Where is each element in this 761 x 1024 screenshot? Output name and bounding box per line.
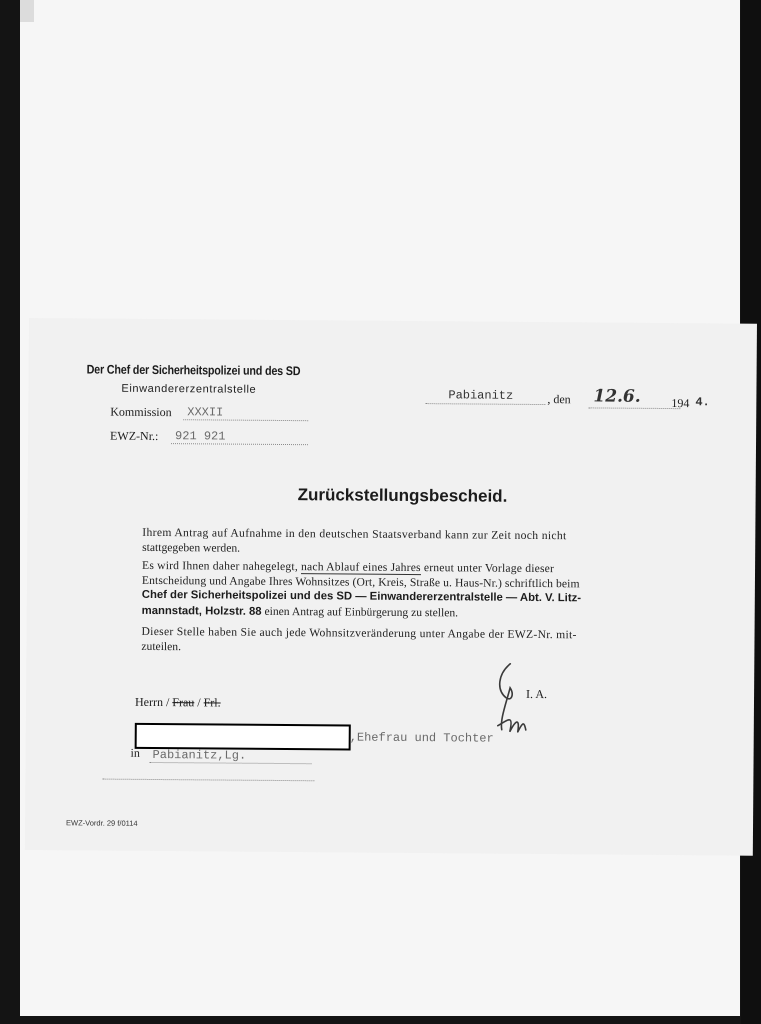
body-p2-line3: Chef der Sicherheitspolizei und des SD — Einwandererzentralstelle — Abt. V. Litz-	[141, 588, 582, 605]
scan-edge-mark	[20, 0, 34, 22]
underlined-deadline: nach Ablauf eines Jahres	[301, 560, 421, 575]
salutation-frau: Frau	[172, 695, 195, 710]
ewz-label: EWZ-Nr.:	[110, 428, 159, 444]
form-document	[25, 318, 757, 856]
body-p2-line1-end: erneut unter Vorlage dieser	[423, 561, 555, 576]
ia-label: I. A.	[526, 686, 548, 702]
body-p2-line4-rest: einen Antrag auf Einbürgerung zu stellen.	[264, 604, 459, 620]
town-line	[150, 762, 312, 764]
salutation: Herrn / Frau / Frl.	[134, 694, 221, 710]
issuing-office: Einwandererzentralstelle	[121, 382, 257, 396]
year-suffix: 4.	[695, 395, 710, 410]
kommission-line	[183, 419, 308, 421]
body-p3-line1: Dieser Stelle haben Sie auch jede Wohnsitzveränderung unter Angabe der EWZ-Nr. mit-	[141, 624, 577, 642]
ewz-line	[171, 443, 308, 445]
body-p2-line4	[142, 604, 459, 619]
kommission-label: Kommission	[110, 404, 172, 420]
body-p2-line1	[142, 559, 554, 575]
body-p1-line1: Ihrem Antrag auf Aufnahme in den deutschen Staatsverband kann zur Zeit noch nicht	[142, 525, 567, 543]
body-p3-line2: zuteilen.	[141, 639, 182, 654]
ewz-value: 921 921	[175, 429, 226, 444]
handwritten-date: 12.6.	[593, 386, 641, 407]
form-code: EWZ-Vordr. 29 f/0114	[66, 818, 138, 828]
kommission-value: XXXII	[187, 405, 224, 420]
redacted-name-box	[135, 723, 351, 751]
family-note: ,Ehefrau und Tochter	[349, 730, 494, 746]
document-title: Zurückstellungsbescheid.	[297, 485, 508, 506]
body-p1-line2: stattgegeben werden.	[142, 540, 241, 555]
body-p2-line2: Entscheidung und Angabe Ihres Wohnsitzes (Ort, Kreis, Straße u. Haus-Nr.) schriftlich beim	[141, 573, 580, 591]
place-line	[425, 403, 545, 405]
blank-address-line	[102, 779, 314, 782]
in-label: in	[130, 745, 140, 760]
salutation-herrn: Herrn	[134, 694, 164, 710]
address-bold: mannstadt, Holzstr. 88	[141, 604, 262, 618]
date-line	[588, 407, 680, 409]
salutation-frl: Frl.	[203, 695, 221, 710]
den-label: , den	[547, 392, 571, 407]
town-value: Pabianitz,Lg.	[152, 747, 247, 763]
issuing-authority: Der Chef der Sicherheitspolizei und des SD	[86, 362, 301, 379]
place-value: Pabianitz	[448, 388, 514, 403]
body-p2-line1-start: Es wird Ihnen daher nahegelegt,	[142, 558, 299, 574]
year-prefix: 194	[671, 396, 690, 411]
